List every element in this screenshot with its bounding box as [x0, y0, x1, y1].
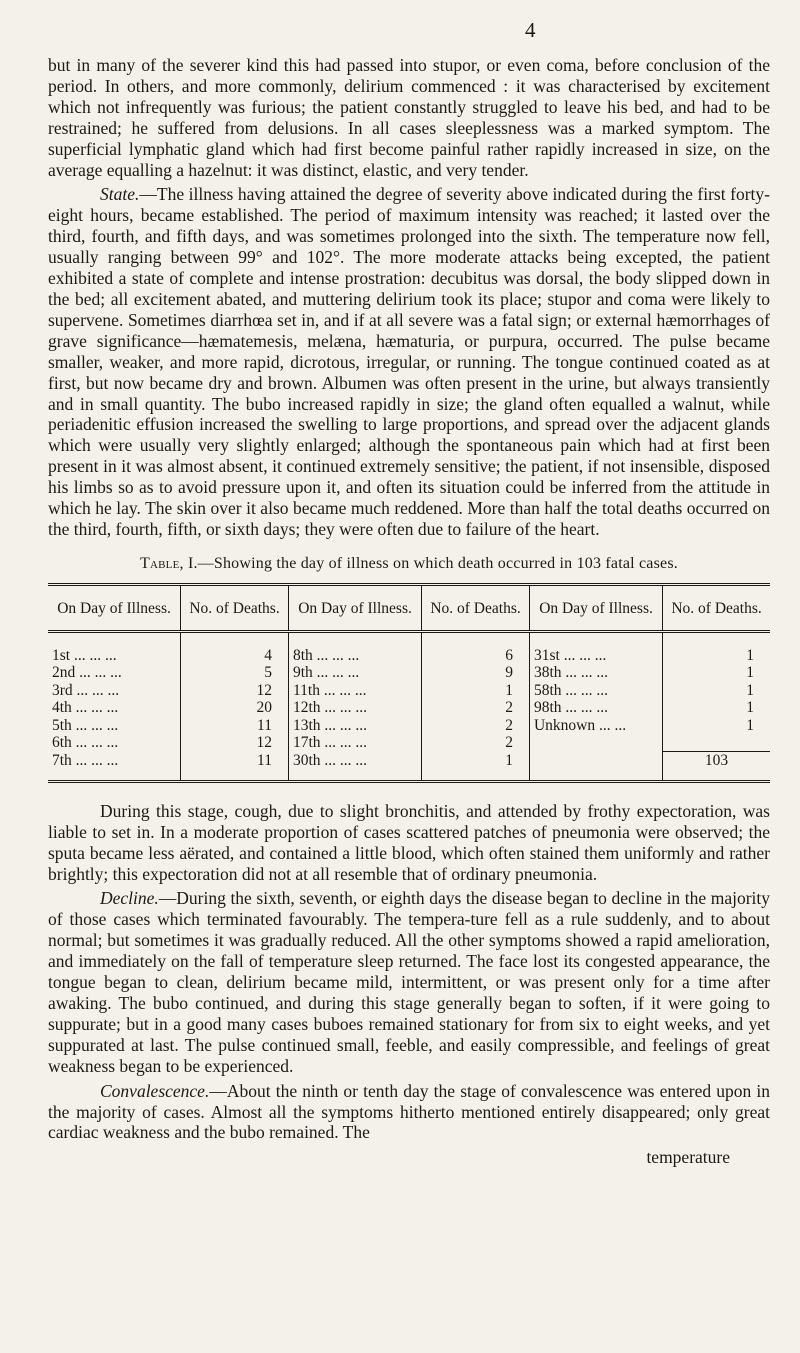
table-cell: 20 [181, 699, 289, 717]
table-cell: 38th ... ... ... [529, 664, 662, 682]
table-row [48, 752, 770, 782]
table-cell: 12 [181, 682, 289, 700]
table-total-cell: 103 [663, 752, 770, 782]
table-cell: 1 [746, 699, 754, 717]
table-cell: 2nd ... ... ... [48, 664, 181, 682]
table-header: No. of Deaths. [181, 584, 289, 631]
table-cell: 12th ... ... ... [288, 699, 421, 717]
table-cell: 2 [422, 734, 530, 752]
table-cell: 31st ... ... ... [529, 631, 662, 664]
table-cell: 30th ... ... ... [288, 752, 421, 782]
table-header: On Day of Illness. [288, 584, 421, 631]
table-cell: 4 [181, 631, 289, 664]
section-heading-convalescence: Convalescence. [100, 1080, 210, 1101]
paragraph-bronchitis: During this stage, cough, due to slight bronchitis, and attended by frothy expectoration, was liable to set in. In a moderate proportion of cases scattered patches of pneumonia were observed; the sputa became less aërated, and contained a little blood, which often stained them uniformly and rather brightly; this expectoration did not at all resemble that of ordinary pneumonia. [48, 800, 770, 884]
table-cell: 5 [181, 664, 289, 682]
table-cell: 11 [181, 717, 289, 735]
table-cell: 58th ... ... ... [529, 682, 662, 700]
table-cell: 1st ... ... ... [48, 631, 181, 664]
table-cell: 1 [746, 646, 754, 664]
table-cell: 1 [746, 716, 754, 734]
table-header: On Day of Illness. [529, 584, 662, 631]
table-cell: Unknown ... ... [529, 717, 662, 735]
deaths-by-day-table [48, 583, 770, 783]
table-cell: 1 [746, 681, 754, 699]
table-row [48, 682, 770, 700]
table-cell: 6th ... ... ... [48, 734, 181, 752]
table-row [48, 664, 770, 682]
table-cell: 1 [422, 682, 530, 700]
table-cell: 3rd ... ... ... [48, 682, 181, 700]
paragraph-convalescence: Convalescence.—About the ninth or tenth day the stage of convalescence was entered upon in the majority of cases. Almost all the symptoms hitherto mentioned entirely disappeared; only great cardiac weakness and the bubo remained. The [48, 1080, 770, 1143]
table-cell [529, 752, 662, 782]
section-heading-decline: Decline. [100, 888, 159, 909]
table-cell: 4th ... ... ... [48, 699, 181, 717]
table-cell: 6 [422, 631, 530, 664]
page-number: 4 [525, 18, 536, 42]
table-cell: 1 [746, 664, 754, 682]
table-row [48, 699, 770, 717]
table-cell: 2 [422, 699, 530, 717]
table-row [48, 734, 770, 752]
catchword: temperature [646, 1147, 730, 1168]
page-body [48, 55, 770, 1168]
table-cell: 5th ... ... ... [48, 717, 181, 735]
table-cell: 11 [181, 752, 289, 782]
table-cell: 11th ... ... ... [288, 682, 421, 700]
table-caption: Table, I.—Showing the day of illness on which death occurred in 103 fatal cases. [140, 554, 678, 572]
table-cell [529, 734, 662, 752]
table-cell: 9th ... ... ... [288, 664, 421, 682]
table-cell: 98th ... ... ... [529, 699, 662, 717]
table-row [48, 717, 770, 735]
table-cell: 13th ... ... ... [288, 717, 421, 735]
table-header: No. of Deaths. [663, 584, 770, 631]
paragraph-decline: Decline.—During the sixth, seventh, or eighth days the disease began to decline in the majority of those cases which terminated favourably. The tempera-ture fell as a rule suddenly, and to about normal; but sometimes it was gradually reduced. All the other symptoms showed a rapid amelioration, and immediately on the fall of temperature sleep returned. The face lost its congested appearance, the tongue began to clean, delirium became mild, intermittent, or was present only for a time after awaking. The bubo continued, and during this stage generally began to soften, if it were going to suppurate; but in a good many cases buboes remained stationary for from six to eight weeks, and yet suppurated at last. The pulse continued small, feeble, and easily compressible, and feelings of great weakness began to be experienced. [48, 888, 770, 1076]
table-cell: 7th ... ... ... [48, 752, 181, 782]
table-header-row [48, 584, 770, 631]
table-header: No. of Deaths. [422, 584, 530, 631]
table-cell: 12 [181, 734, 289, 752]
table-cell: 8th ... ... ... [288, 631, 421, 664]
table-row [48, 631, 770, 664]
table-cell: 17th ... ... ... [288, 734, 421, 752]
paragraph-state: State.—The illness having attained the degree of severity above indicated during the first forty-eight hours, became established. The period of maximum intensity was reached; it lasted over the third, fourth, and fifth days, and was sometimes prolonged into the sixth. The temperature now fell, usually ranging between 99° and 102°. The more moderate attacks being excepted, the patient exhibited a state of complete and intense prostration: decubitus was dorsal, the body slipped down in the bed; all excitement abated, and muttering delirium took its place; stupor and coma were likely to supervene. Sometimes diarrhœa set in, and if at all severe was a fatal sign; or external hæmorrhages of grave significance—hæmatemesis, melæna, hæmaturia, or purpura, occurred. The pulse became smaller, weaker, and more rapid, dicrotous, irregular, or running. The tongue continued coated as at first, but now became dry and brown. Albumen was often present in the urine, but always transiently and in small quantity. The bubo increased rapidly in size; the gland often equalled a walnut, while periadenitic effusion increased the swelling to large proportions, and spread over the adjacent glands which were usually very slightly enlarged; although the spontaneous pain which had at first been present in it was almost absent, it continued extremely sensitive; the patient, if not insensible, disposed his limbs so as to avoid pressure upon it, and often its situation could be inferred from the attitude in which he lay. The skin over it also became much reddened. More than half the total deaths occurred on the third, fourth, fifth, or sixth days; they were often due to failure of the heart. [48, 184, 770, 539]
table-cell: 2 [422, 717, 530, 735]
table-cell: 9 [422, 664, 530, 682]
section-heading-state: State. [100, 184, 140, 205]
paragraph-delirium: but in many of the severer kind this had passed into stupor, or even coma, before conclusion of the period. In others, and more commonly, delirium commenced : it was characterised by excitement which not infrequently was furious; the patient constantly struggled to leave his bed, and had to be restrained; he suffered from delusions. In all cases sleeplessness was a marked symptom. The superficial lymphatic gland which had first become painful rather rapidly increased in size, on the average equalling a hazelnut: it was distinct, elastic, and very tender. [48, 55, 770, 180]
table-header: On Day of Illness. [48, 584, 181, 631]
table-cell [663, 734, 770, 752]
table-cell: 1 [422, 752, 530, 782]
